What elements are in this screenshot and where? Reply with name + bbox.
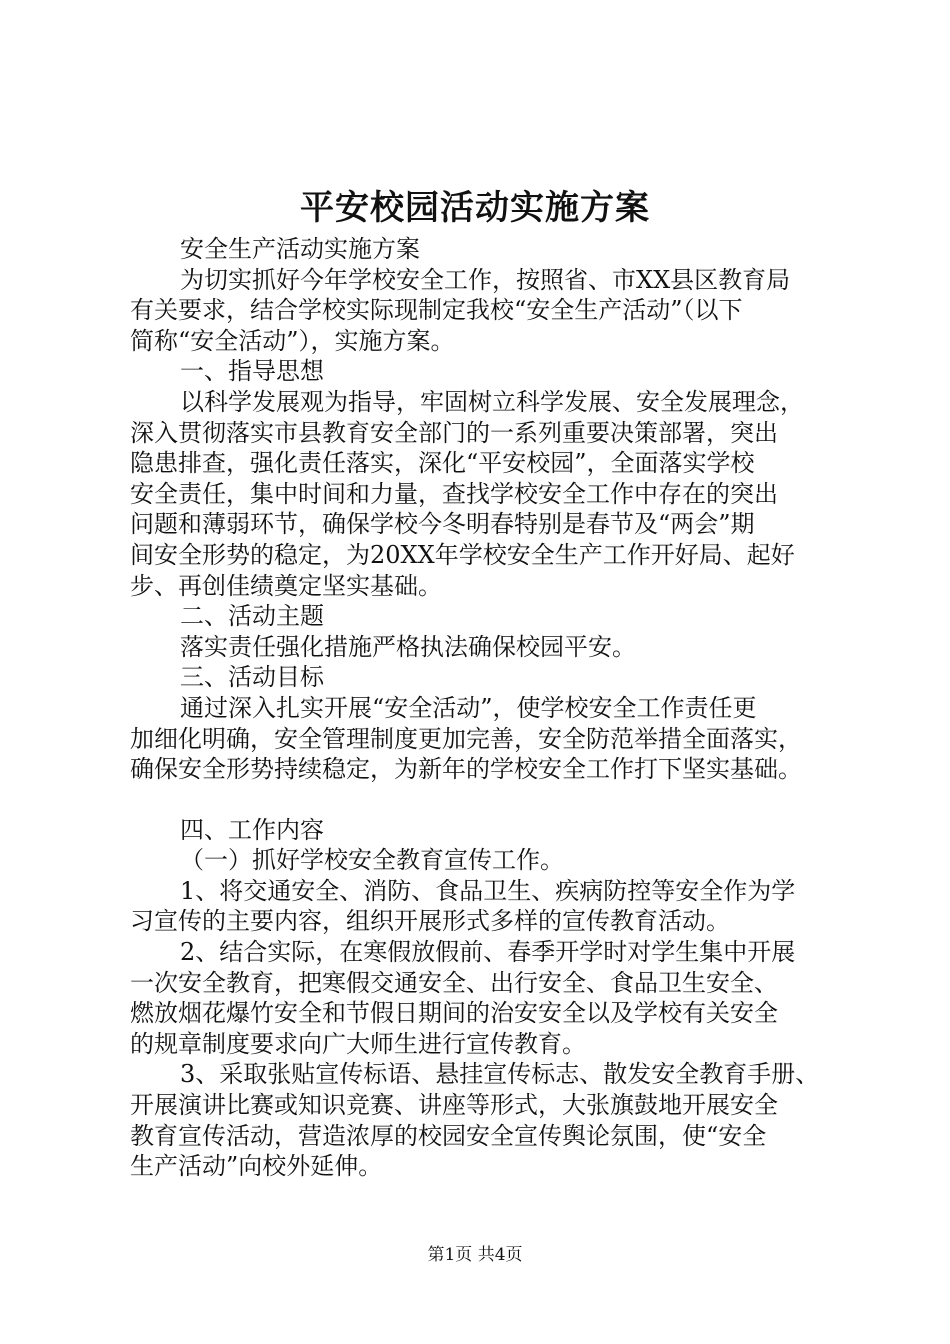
text-line: 确保安全形势持续稳定，为新年的学校安全工作打下坚实基础。 [130, 755, 802, 784]
page-footer: 第1页 共4页 [427, 1245, 523, 1265]
text-line: 四、工作内容 [180, 815, 324, 844]
text-line: 2、结合实际，在寒假放假前、春季开学时对学生集中开展 [180, 938, 796, 967]
text-line: 为切实抓好今年学校安全工作，按照省、市XX县区教育局 [180, 265, 791, 294]
text-line: 一、指导思想 [180, 357, 324, 386]
text-line: （一）抓好学校安全教育宣传工作。 [180, 846, 564, 875]
text-line: 一次安全教育，把寒假交通安全、出行安全、食品卫生安全、 [130, 968, 778, 997]
text-line: 落实责任强化措施严格执法确保校园平安。 [180, 632, 636, 661]
text-line: 3、采取张贴宣传标语、悬挂宣传标志、散发安全教育手册、 [180, 1060, 820, 1089]
text-line: 的规章制度要求向广大师生进行宣传教育。 [130, 1029, 586, 1058]
text-line: 三、活动目标 [180, 663, 324, 692]
text-line: 生产活动”向校外延伸。 [130, 1152, 383, 1181]
text-line: 有关要求，结合学校实际现制定我校“安全生产活动”（以下 [130, 296, 743, 325]
text-line: 安全生产活动实施方案 [180, 235, 420, 263]
text-line: 间安全形势的稳定，为20XX年学校安全生产工作开好局、起好 [130, 540, 795, 569]
text-line: 步、再创佳绩奠定坚实基础。 [130, 571, 442, 600]
text-line: 问题和薄弱环节，确保学校今冬明春特别是春节及“两会”期 [130, 510, 755, 539]
document-title: 平安校园活动实施方案 [300, 188, 650, 228]
text-line: 以科学发展观为指导，牢固树立科学发展、安全发展理念， [180, 387, 804, 416]
text-line: 1、将交通安全、消防、食品卫生、疾病防控等安全作为学 [180, 876, 796, 905]
text-line: 开展演讲比赛或知识竞赛、讲座等形式，大张旗鼓地开展安全 [130, 1091, 778, 1120]
text-line: 习宣传的主要内容，组织开展形式多样的宣传教育活动。 [130, 907, 730, 936]
text-line: 通过深入扎实开展“安全活动”，使学校安全工作责任更 [180, 693, 757, 722]
document-body [130, 234, 830, 1182]
text-line: 简称“安全活动”），实施方案。 [130, 326, 455, 355]
text-line: 隐患排查，强化责任落实，深化“平安校园”，全面落实学校 [130, 449, 755, 478]
text-line: 深入贯彻落实市县教育安全部门的一系列重要决策部署，突出 [130, 418, 778, 447]
text-line: 燃放烟花爆竹安全和节假日期间的治安安全以及学校有关安全 [130, 999, 778, 1028]
text-line: 加细化明确，安全管理制度更加完善，安全防范举措全面落实， [130, 724, 802, 753]
text-line: 教育宣传活动，营造浓厚的校园安全宣传舆论氛围，使“安全 [130, 1121, 767, 1150]
text-line: 安全责任，集中时间和力量，查找学校安全工作中存在的突出 [130, 479, 778, 508]
text-line: 二、活动主题 [180, 602, 324, 631]
